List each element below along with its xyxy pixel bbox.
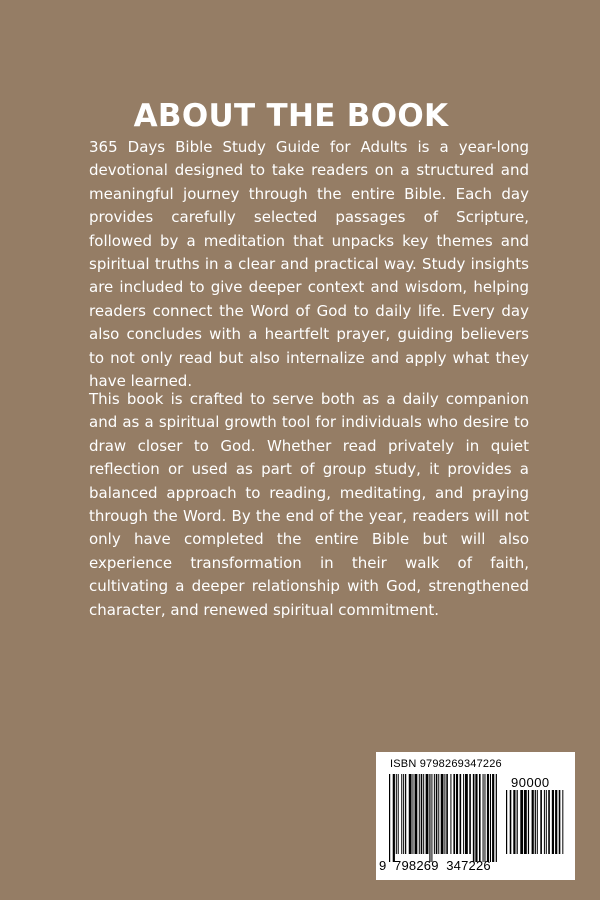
barcode-bar	[528, 790, 529, 854]
barcode-bar	[548, 790, 550, 854]
barcode-bar	[469, 774, 471, 854]
barcode-bar	[540, 790, 542, 854]
barcode-bar	[483, 774, 484, 862]
barcode-bar	[429, 774, 430, 862]
description-paragraph-1: 365 Days Bible Study Guide for Adults is a year-long devotional designed to take readers on a structured and meaningful journey through the entire Bible. Each day provides carefully selected passages of Scripture, followed by a meditation that unpacks key themes and spiritual truths in a clear and practical way. Study insights are included to give deeper context and wisdom, helping readers connect the Word of God to daily life. Every day also concludes with a heartfelt prayer, guiding believers to not only read but also internalize and apply what they have learned.	[89, 138, 529, 391]
barcode-bar	[398, 774, 399, 854]
ean13-barcode	[389, 774, 497, 862]
barcode-bar	[389, 774, 390, 862]
barcode-bar	[544, 790, 545, 854]
barcode-bar	[510, 790, 512, 854]
barcode-bar	[555, 790, 557, 854]
barcode-bar	[453, 774, 455, 854]
barcode-bar	[484, 774, 485, 862]
barcode-bar	[463, 774, 464, 854]
barcode-bar	[415, 774, 418, 854]
barcode-bar	[473, 774, 475, 862]
barcode-bar	[450, 774, 451, 854]
barcode-bar	[535, 790, 536, 854]
description-paragraph-2: This book is crafted to serve both as a daily companion and as a spiritual growth tool for individuals who desire to draw closer to God. Whether read privately in quiet reflection or used as part of group study, it provides a balanced approach to reading, meditating, and praying through the Word. By the end of the year, readers will not only have completed the entire Bible but will also experience transformation in their walk of faith, cultivating a deeper relationship with God, strengthened character, and renewed spiritual commitment.	[89, 390, 529, 619]
addon-barcode	[506, 790, 564, 862]
barcode-bar	[419, 774, 420, 854]
barcode-bar	[431, 774, 432, 862]
isbn-barcode-block	[376, 752, 575, 880]
barcode-bar	[537, 790, 538, 854]
barcode-bar	[546, 790, 547, 854]
barcode-bar	[475, 774, 477, 862]
barcode-digits: 9 798269 347226	[379, 858, 491, 873]
barcode-bar	[456, 774, 458, 854]
barcode-bar	[465, 774, 468, 854]
barcode-bar	[444, 774, 445, 854]
section-heading: ABOUT THE BOOK	[133, 98, 449, 134]
barcode-bar	[446, 774, 448, 854]
barcode-bar	[513, 790, 515, 854]
barcode-bar	[441, 774, 444, 854]
barcode-bar	[412, 774, 413, 854]
barcode-bar	[496, 774, 497, 862]
barcode-bar	[487, 774, 489, 862]
barcode-bar	[552, 790, 554, 854]
barcode-bar	[434, 774, 435, 854]
barcode-bar	[559, 790, 561, 854]
barcode-bar	[490, 774, 491, 862]
barcode-bar	[396, 774, 397, 854]
barcode-bar	[517, 790, 518, 854]
barcode-bar	[532, 790, 534, 854]
barcode-bar	[506, 790, 507, 854]
barcode-bar	[562, 790, 563, 854]
barcode-bar	[423, 774, 424, 854]
barcode-bar	[520, 790, 523, 854]
barcode-bar	[403, 774, 404, 854]
isbn-label: ISBN 9798269347226	[390, 758, 502, 770]
price-addon-number: 90000	[511, 775, 550, 790]
barcode-bar	[409, 774, 412, 854]
barcode-bar	[492, 774, 494, 862]
barcode-bar	[426, 774, 429, 854]
barcode-bar	[524, 790, 527, 854]
barcode-bar	[438, 774, 439, 854]
barcode-bar	[460, 774, 462, 854]
barcode-bar	[405, 774, 406, 854]
barcode-bar	[436, 774, 438, 854]
barcode-bar	[393, 774, 395, 862]
barcode-bar	[401, 774, 402, 854]
barcode-bar	[421, 774, 423, 854]
barcode-bar	[479, 774, 481, 862]
